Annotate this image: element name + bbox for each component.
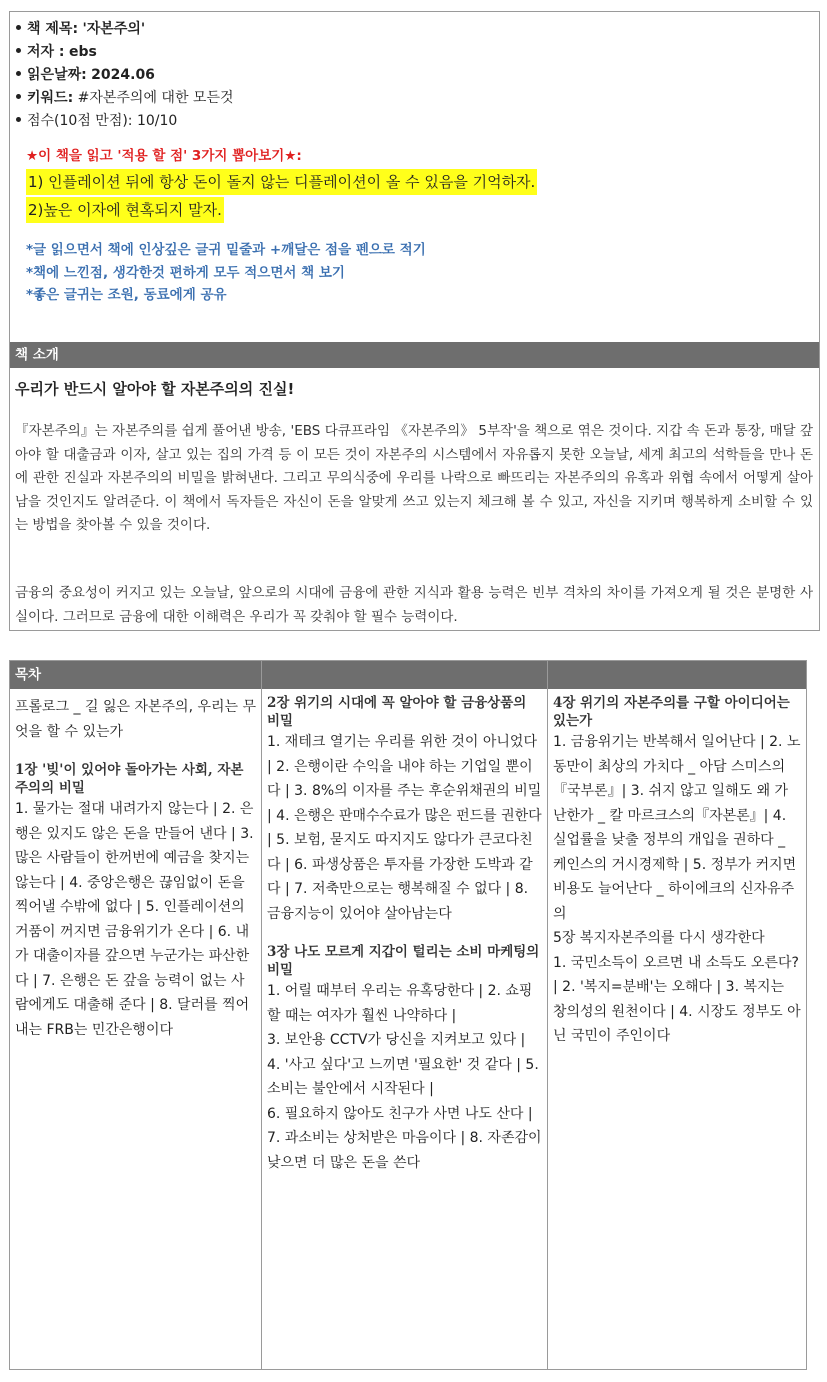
apply-points xyxy=(26,145,819,223)
meta-score: 점수(10점 만점): 10/10 xyxy=(14,110,819,133)
toc-header-empty xyxy=(262,661,547,689)
tip-item: *좋은 글귀는 조원, 동료에게 공유 xyxy=(26,287,227,303)
meta-date: 읽은날짜: 2024.06 xyxy=(14,64,819,87)
toc-chapter-4-title: 4장 위기의 자본주의를 구할 아이디어는 있는가 xyxy=(553,695,790,729)
toc-chapter-3-line: 4. '사고 싶다'고 느끼면 '필요한' 것 같다 | 5. 소비는 불안에서 시작된다 | xyxy=(267,1056,539,1097)
toc-chapter-5-body: 1. 국민소득이 오르면 내 소득도 오른다? | 2. '복지=분배'는 오해다 | 3. 복지는 창의성의 원천이다 | 4. 시장도 정부도 아닌 국민이 주인이다 xyxy=(553,954,801,1044)
toc-column-2 xyxy=(262,661,548,1369)
apply-point-1: 1) 인플레이션 뒤에 항상 돈이 돌지 않는 디플레이션이 올 수 있음을 기억하자. xyxy=(26,169,537,195)
tip-item: *글 읽으면서 책에 인상깊은 글귀 밑줄과 +깨달은 점을 펜으로 적기 xyxy=(26,242,426,258)
meta-title: 책 제목: '자본주의' xyxy=(14,18,819,41)
toc-chapter-3-line: 1. 어릴 때부터 우리는 유혹당한다 | 2. 쇼핑할 때는 여자가 훨씬 나약하다 | xyxy=(267,983,533,1024)
toc-chapter-4-body: 1. 금융위기는 반복해서 일어난다 | 2. 노동만이 최상의 가치다 _ 아담 스미스의『국부론』| 3. 쉬지 않고 일해도 왜 가난한가 _ 칼 마르크스의『자본론』| 4. 실업률을 낮출 정부의 개입을 권하다 _ 케인스의 거시경제학 | 5. 정부가 커지면 비용도 늘어난다 _ 하이에크의 신자유주의 xyxy=(553,734,801,922)
intro-paragraph-1: 『자본주의』는 자본주의를 쉽게 풀어낸 방송, 'EBS 다큐프라임 《자본주의》 5부작'을 책으로 엮은 것이다. 지갑 속 돈과 통장, 매달 갚아야 할 대출금과 이자, 살고 있는 집의 가격 등 이 모든 것이 자본주의 시스템에서 자유롭지 못한 오늘날, 세계 최고의 석학들을 만나 돈에 관한 진실과 자본주의의 비밀을 밝혀낸다. 그리고 무의식중에 우리를 나락으로 빠뜨리는 자본주의의 유혹과 위협 속에서 어떻게 살아남을 것인지도 알려준다. 이 책에서 독자들은 자신이 돈을 알맞게 쓰고 있는지 체크해 볼 수 있고, 자신을 지키며 행복하게 소비할 수 있는 방법을 찾아볼 수 있을 것이다. xyxy=(15,423,813,533)
bullet-icon xyxy=(16,48,21,53)
toc-header-empty xyxy=(548,661,806,689)
toc-column-1 xyxy=(10,661,262,1369)
tip-item: *책에 느낀점, 생각한것 편하게 모두 적으면서 책 보기 xyxy=(26,264,345,281)
meta-author: 저자 : ebs xyxy=(14,41,819,64)
book-meta-list xyxy=(10,12,819,133)
book-info-box xyxy=(9,11,820,631)
toc-table xyxy=(9,660,807,1370)
toc-chapter-3-line: 6. 필요하지 않아도 친구가 사면 나도 산다 | xyxy=(267,1105,533,1122)
intro-paragraph-2: 금융의 중요성이 커지고 있는 오늘날, 앞으로의 시대에 금융에 관한 지식과 활용 능력은 빈부 격차의 차이를 가져오게 될 것은 분명한 사실이다. 그러므로 금융에 대한 이해력은 우리가 꼭 갖춰야 할 필수 능력이다. xyxy=(15,585,813,625)
toc-chapter-2-body: 1. 재테크 열기는 우리를 위한 것이 아니었다 | 2. 은행이란 수익을 내야 하는 기업일 뿐이다 | 3. 8%의 이자를 주는 후순위채권의 비밀 | 4. 은행은 판매수수료가 많은 펀드를 권한다 | 5. 보험, 묻지도 따지지도 않다가 큰코다친다 | 6. 파생상품은 투자를 가장한 도박과 같다 | 7. 저축만으로는 행복해질 수 없다 | 8. 금융지능이 있어야 살아남는다 xyxy=(267,734,542,922)
meta-keyword: 키워드: #자본주의에 대한 모든것 xyxy=(14,87,819,110)
toc-chapter-1-title: 1장 '빚'이 있어야 돌아가는 사회, 자본주의의 비밀 xyxy=(15,762,244,796)
toc-chapter-5-title: 5장 복지자본주의를 다시 생각한다 xyxy=(553,930,765,946)
toc-chapter-3-title: 3장 나도 모르게 지갑이 털리는 소비 마케팅의 비밀 xyxy=(267,944,540,978)
intro-header: 책 소개 xyxy=(10,342,819,368)
intro-headline: 우리가 반드시 알아야 할 자본주의의 진실! xyxy=(15,380,295,398)
bullet-icon xyxy=(16,94,21,99)
toc-chapter-3-line: 3. 보안용 CCTV가 당신을 지켜보고 있다 | xyxy=(267,1032,526,1048)
bullet-icon xyxy=(16,117,21,122)
bullet-icon xyxy=(16,25,21,30)
bullet-icon xyxy=(16,71,21,76)
toc-chapter-2-title: 2장 위기의 시대에 꼭 알아야 할 금융상품의 비밀 xyxy=(267,695,527,729)
toc-column-3 xyxy=(548,661,806,1369)
toc-prologue: 프롤로그 _ 길 잃은 자본주의, 우리는 무엇을 할 수 있는가 xyxy=(15,699,257,740)
toc-chapter-1-body: 1. 물가는 절대 내려가지 않는다 | 2. 은행은 있지도 않은 돈을 만들어 낸다 | 3. 많은 사람들이 한꺼번에 예금을 찾지는 않는다 | 4. 중앙은행은 끊임없이 돈을 찍어낼 수밖에 없다 | 5. 인플레이션의 거품이 꺼지면 금융위기가 온다 | 6. 내가 대출이자를 갚으면 누군가는 파산한다 | 7. 은행은 돈 갚을 능력이 없는 사람에게도 대출해 준다 | 8. 달러를 찍어내는 FRB는 민간은행이다 xyxy=(15,801,254,1038)
reading-tips xyxy=(26,239,819,307)
apply-point-2: 2)높은 이자에 현혹되지 말자. xyxy=(26,197,224,223)
toc-chapter-3-line: 7. 과소비는 상처받은 마음이다 | 8. 자존감이 낮으면 더 많은 돈을 쓴다 xyxy=(267,1130,542,1171)
toc-header: 목차 xyxy=(10,661,261,689)
apply-heading: ★이 책을 읽고 '적용 할 점' 3가지 뽑아보기★: xyxy=(26,148,302,164)
